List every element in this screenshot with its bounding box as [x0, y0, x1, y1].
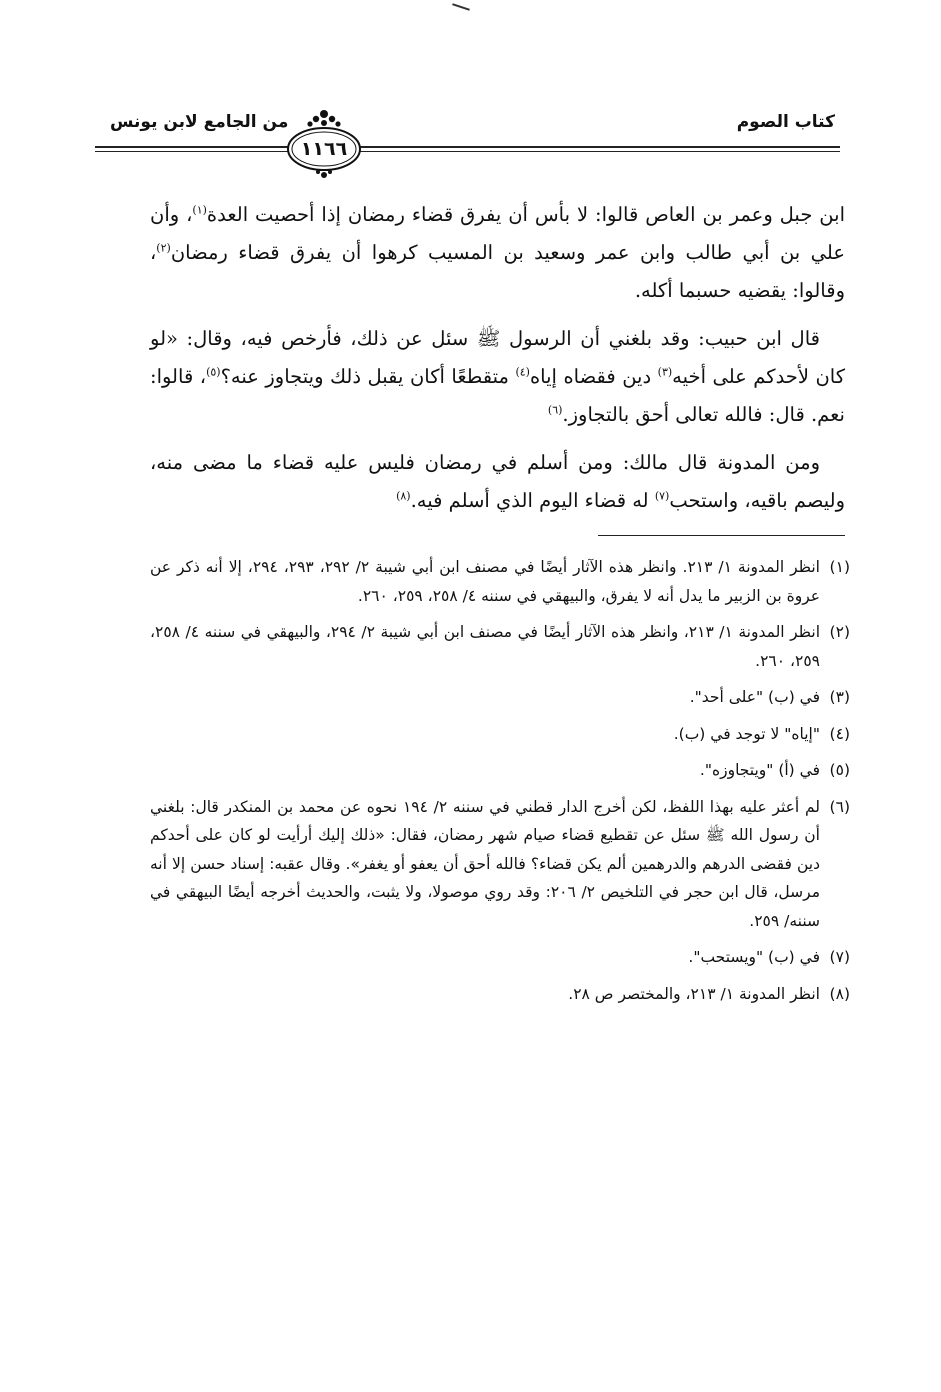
footnote-number: (٧): [829, 948, 850, 966]
footnote-number: (٥): [829, 761, 850, 779]
footnote-number: (٣): [829, 688, 850, 706]
scan-mark: [452, 3, 470, 10]
header-book-title: من الجامع لابن يونس: [110, 112, 289, 132]
footnote-8: [150, 980, 850, 1009]
main-text: [150, 196, 845, 530]
footnote-number: (٦): [829, 797, 850, 816]
footnote-text: انظر المدونة ١/ ٢١٣. وانظر هذه الآثار أيضًا في مصنف ابن أبي شيبة ٢/ ٢٩٢، ٢٩٣، ٢٩٤، إلا أنه ذكر عن عروة بن الزبير ما يدل أنه لا يفرق، والبيهقي في سننه ٤/ ٢٥٨، ٢٥٩، ٢٦٠.: [150, 558, 820, 605]
paragraph-2: قال ابن حبيب: وقد بلغني أن الرسول ﷺ سئل عن ذلك، فأرخص فيه، وقال: «لو كان لأحدكم على أخيه$^{(٣)}$ دين فقضاه إياه$^{(٤)}$ متقطعًا أكان يقبل ذلك ويتجاوز عنه؟$^{(٥)}$، قالوا: نعم. قال: فالله تعالى أحق بالتجاوز.$^{(٦)}$: [150, 327, 846, 426]
footnote-number: (٨): [829, 984, 850, 1003]
paragraph-3: ومن المدونة قال مالك: ومن أسلم في رمضان فليس عليه قضاء ما مضى منه، وليصم باقيه، واستحب$^{(٧)}$ له قضاء اليوم الذي أسلم فيه.$^{(٨)}$: [150, 451, 845, 512]
footnote-number: (٤): [829, 724, 850, 743]
page-number: ١١٦٦: [300, 138, 348, 160]
footnote-text: انظر المدونة ١/ ٢١٣، والمختصر ص ٢٨.: [568, 984, 820, 1003]
footnote-5: [150, 756, 850, 785]
footnote-number: (٢): [829, 623, 850, 641]
page-number-medallion: [284, 100, 364, 180]
footnote-2: [150, 618, 850, 675]
footnote-separator: [598, 535, 845, 536]
footnote-text: في (ب) "ويستحب".: [688, 948, 820, 966]
header-chapter-title: كتاب الصوم: [736, 112, 835, 132]
footnote-7: [150, 943, 850, 972]
header-rule-thin: [95, 151, 840, 152]
footnote-3: [150, 683, 850, 712]
footnote-6: [150, 793, 850, 936]
footnote-1: [150, 553, 850, 610]
footnote-4: [150, 720, 850, 749]
paragraph-1: ابن جبل وعمر بن العاص قالوا: لا بأس أن يفرق قضاء رمضان إذا أحصيت العدة$^{(١)}$، وأن علي بن أبي طالب وابن عمر وسعيد بن المسيب كرهوا أن يفرق قضاء رمضان$^{(٢)}$، وقالوا: يقضيه حسبما أكله.: [150, 203, 845, 302]
footnotes: [150, 553, 850, 1016]
footnote-number: (١): [829, 558, 850, 576]
footnote-text: لم أعثر عليه بهذا اللفظ، لكن أخرج الدار قطني في سننه ٢/ ١٩٤ نحوه عن محمد بن المنكدر قال: بلغني أن رسول الله ﷺ سئل عن تقطيع قضاء صيام شهر رمضان، فقال: «ذلك إليك أرأيت لو كان على أحدكم دين فقضى الدرهم والدرهمين ألم يكن قضاء؟ فالله أحق أن يعفو أو يغفر». وقال عقبه: إسناد حسن إلا أنه مرسل، قال ابن حجر في التلخيص ٢/ ٢٠٦: وقد روي موصولا، ولا يثبت، والحديث أخرجه أيضًا البيهقي في سننه/ ٢٥٩.: [150, 797, 820, 930]
header-rule: [95, 146, 840, 148]
footnote-text: "إياه" لا توجد في (ب).: [673, 724, 820, 743]
footnote-text: انظر المدونة ١/ ٢١٣، وانظر هذه الآثار أيضًا في مصنف ابن أبي شيبة ٢/ ٢٩٤، والبيهقي في سننه ٤/ ٢٥٨، ٢٥٩، ٢٦٠.: [150, 623, 821, 670]
page-header: [95, 100, 840, 180]
footnote-text: في (أ) "ويتجاوزه".: [699, 761, 820, 779]
footnote-text: في (ب) "على أحد".: [689, 688, 820, 706]
